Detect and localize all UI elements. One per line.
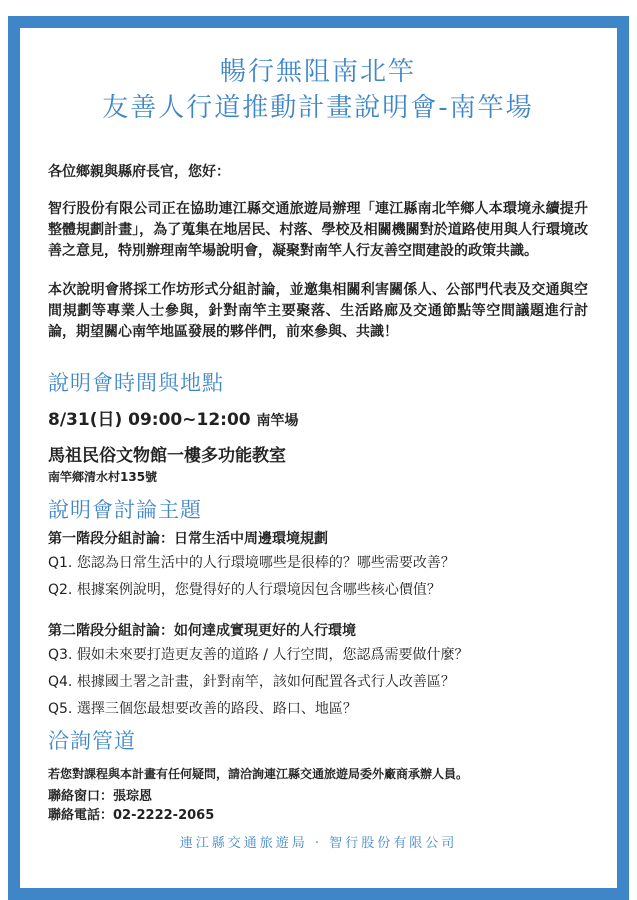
contact-person: 聯絡窗口：張琮恩: [48, 789, 153, 804]
event-venue: 馬祖民俗文物館一樓多功能教室: [48, 446, 286, 466]
contact-intro: 若您對課程與本計畫有任何疑問，請洽詢連江縣交通旅遊局委外廠商承辦人員。: [48, 767, 469, 781]
intro-paragraph-2: 本次說明會將採工作坊形式分組討論，並邀集相關利害關係人、公部門代表及交通與空間規劃等專業人士參與，針對南竿主要聚落、生活路廊及交通節點等空間議題進行討論，期望關心南竿地區發展的夥伴們，前來參與、共識！: [48, 282, 588, 340]
title-line-2: 友善人行道推動計畫說明會-南竿場: [102, 93, 534, 123]
time-location-heading: 說明會時間與地點: [48, 371, 224, 395]
footer-organizers: 連江縣交通旅遊局 · 智行股份有限公司: [179, 836, 458, 851]
question-4: Q4. 根據國土署之計畫，針對南竿，該如何配置各式行人改善區？: [48, 674, 455, 690]
contact-heading: 洽詢管道: [48, 729, 136, 753]
contact-phone: 聯絡電話：02-2222-2065: [48, 808, 215, 823]
question-2: Q2. 根據案例說明，您覺得好的人行環境因包含哪些核心價值？: [48, 582, 441, 598]
greeting: 各位鄉親與縣府長官，您好：: [48, 164, 230, 180]
event-date-time: 8/31(日) 09:00~12:00: [48, 410, 251, 430]
phase-2-title: 第二階段分組討論：如何達成實現更好的人行環境: [48, 623, 356, 639]
question-1: Q1. 您認為日常生活中的人行環境哪些是很棒的？哪些需要改善？: [48, 555, 455, 571]
intro-paragraph-1: 智行股份有限公司正在協助連江縣交通旅遊局辦理「連江縣南北竿鄉人本環境永續提升整體規劃計畫」，為了蒐集在地居民、村落、學校及相關機關對於道路使用與人行環境改善之意見，特別辦理南竿場說明會，凝聚對南竿人行友善空間建設的政策共識。: [48, 201, 588, 259]
contact-details: [48, 787, 588, 825]
discussion-topics-heading: 說明會討論主題: [48, 498, 202, 522]
question-3: Q3. 假如未來要打造更友善的道路 / 人行空間，您認爲需要做什麼？: [48, 647, 469, 663]
event-datetime: [48, 407, 588, 434]
event-address: 南竿鄉清水村135號: [48, 470, 158, 484]
phase-1-title: 第一階段分組討論：日常生活中周邊環境規劃: [48, 531, 328, 547]
title-line-1: 暢行無阻南北竿: [219, 57, 416, 87]
event-session-name: 南竿場: [256, 413, 299, 429]
question-5: Q5. 選擇三個您最想要改善的路段、路口、地區？: [48, 701, 357, 717]
flyer-content: [48, 54, 588, 825]
